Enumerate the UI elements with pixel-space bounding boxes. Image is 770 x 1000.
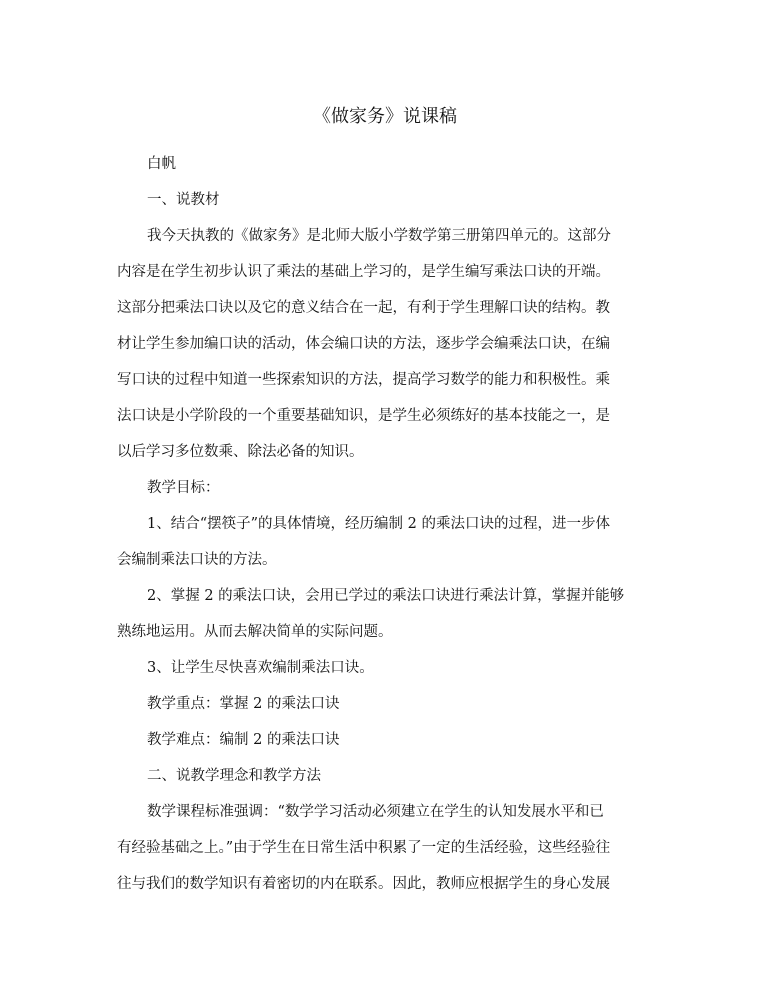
- text-line: 法口诀是小学阶段的一个重要基础知识，是学生必须练好的基本技能之一，是: [117, 408, 610, 424]
- text-line: 教学难点：编制 2 的乘法口诀: [147, 732, 340, 748]
- text-line: 教学目标：: [147, 480, 220, 496]
- text-line: 材让学生参加编口诀的活动，体会编口诀的方法，逐步学会编乘法口诀，在编: [117, 336, 610, 352]
- text-line: 我今天执教的《做家务》是北师大版小学数学第三册第四单元的。这部分: [147, 228, 611, 244]
- document-title: 《做家务》说课稿: [313, 106, 457, 127]
- document-body: [117, 146, 657, 902]
- text-line: 2、掌握 2 的乘法口诀，会用已学过的乘法口诀进行乘法计算，掌握并能够: [147, 588, 625, 604]
- text-line: 内容是在学生初步认识了乘法的基础上学习的，是学生编写乘法口诀的开端。: [117, 264, 610, 280]
- text-line: 3、让学生尽快喜欢编制乘法口诀。: [147, 660, 374, 676]
- text-line: 往与我们的数学知识有着密切的内在联系。因此，教师应根据学生的身心发展: [117, 876, 610, 892]
- text-line: 教学重点：掌握 2 的乘法口诀: [147, 696, 340, 712]
- text-line: 熟练地运用。从而去解决简单的实际问题。: [117, 624, 393, 640]
- text-line: 二、说教学理念和教学方法: [147, 768, 321, 784]
- text-line: 1、结合“摆筷子”的具体情境，经历编制 2 的乘法口诀的过程，进一步体: [147, 516, 610, 532]
- text-line: 会编制乘法口诀的方法。: [117, 552, 277, 568]
- text-line: 有经验基础之上。”由于学生在日常生活中积累了一定的生活经验，这些经验往: [117, 840, 611, 856]
- text-line: 这部分把乘法口诀以及它的意义结合在一起，有利于学生理解口诀的结构。教: [117, 300, 610, 316]
- text-line: 写口诀的过程中知道一些探索知识的方法，提高学习数学的能力和积极性。乘: [117, 372, 610, 388]
- text-line: 以后学习多位数乘、除法必备的知识。: [117, 444, 364, 460]
- text-line: 数学课程标准强调：“数学学习活动必须建立在学生的认知发展水平和已: [147, 804, 604, 820]
- text-line: 一、说教材: [147, 192, 220, 208]
- text-line: 白帆: [147, 156, 176, 172]
